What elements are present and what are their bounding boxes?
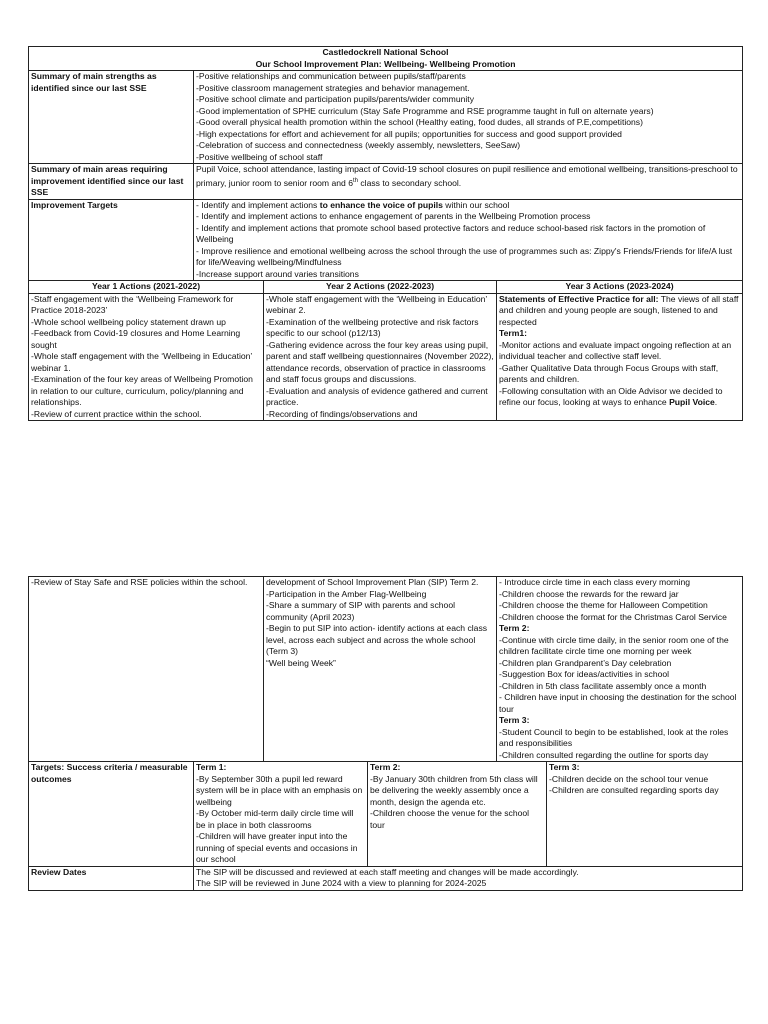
list-item: -Continue with circle time daily, in the senior room one of the children facilitate circle time one morning per week — [499, 634, 729, 656]
year3-actions-continued — [497, 577, 743, 762]
term-heading: Term 3: — [549, 762, 580, 772]
review-dates-text — [194, 866, 743, 890]
plan-title: Our School Improvement Plan: Wellbeing- Wellbeing Promotion — [255, 58, 516, 69]
review-dates-label: Review Dates — [29, 866, 194, 890]
list-item: -Celebration of success and connectedness (weekly assembly, newsletters, SeeSaw) — [196, 140, 521, 150]
list-item: -Children choose the venue for the school tour — [370, 808, 530, 830]
continued-actions-row — [29, 577, 743, 762]
list-item: -Evaluation and analysis of evidence gathered and current practice. — [266, 385, 488, 407]
list-item: -Monitor actions and evaluate impact ongoing reflection at an individual teacher and collective staff level. — [499, 339, 732, 361]
improvement-targets-label: Improvement Targets — [29, 199, 194, 281]
year2-header: Year 2 Actions (2022-2023) — [264, 281, 497, 294]
list-item: The SIP will be reviewed in June 2024 with a view to planning for 2024-2025 — [196, 878, 487, 888]
list-item: -Begin to put SIP into action- identify actions at each class level, across each subject and across the whole school (Term 3) — [266, 623, 488, 656]
list-item: The SIP will be discussed and reviewed at each staff meeting and changes will be made accordingly. — [196, 866, 579, 877]
list-item: -Following consultation with an Oide Advisor we decided to refine our focus, looking at ways to enhance Pupil Voice. — [499, 385, 723, 407]
list-item: -Good implementation of SPHE curriculum (Stay Safe Programme and RSE programme taught in full on alternate years) — [196, 105, 654, 116]
list-item: -Recording of findings/observations and — [266, 408, 418, 419]
school-name: Castledockrell National School — [322, 47, 449, 57]
success-term1 — [194, 762, 368, 867]
success-criteria-row — [29, 762, 743, 867]
list-item: -By September 30th a pupil led reward system will be in place with an emphasis on wellbeing — [196, 773, 363, 807]
list-item: development of School Improvement Plan (SIP) Term 2. — [266, 577, 479, 587]
list-item: -Children choose the theme for Halloween Competition — [499, 600, 708, 610]
year3-actions — [497, 293, 743, 421]
list-item: -By January 30th children from 5th class will be delivering the weekly assembly once a month, design the agenda etc. — [370, 773, 538, 807]
list-item: - Improve resilience and emotional wellbeing across the school through the use of programmes such as: Zippy's Friends/Friends for life/A lust for life/Weaving wellbeing/Mindfulness — [196, 245, 733, 267]
success-criteria-label: Targets: Success criteria / measurable outcomes — [29, 762, 194, 867]
strengths-row — [29, 71, 743, 164]
list-item: -Positive wellbeing of school staff — [196, 151, 323, 162]
success-term3 — [547, 762, 743, 867]
improvement-areas-text: Pupil Voice, school attendance, lasting impact of Covid-19 school closures on pupil resilience and emotional wellbeing, transitions-preschool to primary, junior room to senior room and 6th class to secondary school. — [194, 164, 743, 200]
review-dates-row — [29, 866, 743, 890]
year2-actions — [264, 293, 497, 421]
list-item: -Children choose the rewards for the reward jar — [499, 588, 679, 599]
list-item: -Review of Stay Safe and RSE policies within the school. — [31, 577, 248, 587]
term-heading: Term 1: — [196, 762, 227, 772]
list-item: -Children in 5th class facilitate assembly once a month — [499, 680, 707, 691]
plan-header — [29, 47, 743, 71]
list-item: -Review of current practice within the school. — [31, 408, 202, 419]
year1-header: Year 1 Actions (2021-2022) — [29, 281, 264, 294]
list-item: Statements of Effective Practice for all: The views of all staff and children and young people are sough, listened to and respected — [499, 293, 739, 327]
improvement-plan-table-part2 — [28, 576, 743, 891]
list-item: - Children have input in choosing the destination for the school tour — [499, 692, 737, 714]
year1-actions-continued — [29, 577, 264, 762]
year3-header: Year 3 Actions (2023-2024) — [497, 281, 743, 294]
list-item: - Identify and implement actions that promote school based protective factors and reduce school-based risk factors in the promotion of Wellbeing — [196, 222, 706, 244]
list-item: -Whole staff engagement with the ‘Wellbeing in Education’ webinar 2. — [266, 293, 488, 315]
year-headers-row — [29, 281, 743, 294]
list-item: -High expectations for effort and achievement for all pupils; opportunities for success and good support provided — [196, 128, 622, 139]
strengths-label: Summary of main strengths as identified since our last SSE — [29, 71, 194, 164]
list-item: -Positive classroom management strategies and behavior management. — [196, 82, 470, 93]
improvement-targets-row — [29, 199, 743, 281]
plan-header-row — [29, 47, 743, 71]
list-item: -Feedback from Covid-19 closures and Home Learning sought — [31, 328, 241, 350]
year2-actions-continued — [264, 577, 497, 762]
list-item: -Staff engagement with the ‘Wellbeing Framework for Practice 2018-2023’ — [31, 293, 234, 315]
list-item: - Introduce circle time in each class every morning — [499, 577, 691, 587]
list-item: - Identify and implement actions to enhance the voice of pupils within our school — [196, 199, 510, 210]
list-item: -Examination of the four key areas of Wellbeing Promotion in relation to our culture, curriculum, policy/planning and relationships. — [31, 374, 253, 407]
success-term2 — [368, 762, 547, 867]
term-heading: Term 2: — [499, 623, 530, 633]
list-item: -Student Council to begin to be established, look at the roles and responsibilities — [499, 726, 729, 748]
improvement-targets-list — [194, 199, 743, 281]
list-item: -Increase support around varies transitions — [196, 268, 359, 279]
list-item: -Positive relationships and communication between pupils/staff/parents — [196, 71, 466, 81]
list-item: -Examination of the wellbeing protective and risk factors specific to our school (p12/13) — [266, 316, 479, 338]
list-item: -Children choose the format for the Christmas Carol Service — [499, 611, 727, 622]
improvement-areas-row — [29, 164, 743, 200]
list-item: -Share a summary of SIP with parents and school community (April 2023) — [266, 600, 456, 622]
list-item: -Gather Qualitative Data through Focus Groups with staff, parents and children. — [499, 362, 719, 384]
list-item: -Children decide on the school tour venue — [549, 773, 709, 784]
list-item: -Gathering evidence across the four key areas using pupil, parent and staff wellbeing questionnaires (November 2022), attendance records, observation of practice in classrooms and staff focus groups and discussions. — [266, 339, 494, 384]
list-item: -Children plan Grandparent’s Day celebration — [499, 657, 672, 668]
list-item: -Good overall physical health promotion within the school (Healthy eating, food dudes, all strands of P.E,competitions) — [196, 117, 643, 127]
list-item: -Suggestion Box for ideas/activities in school — [499, 669, 670, 679]
term-heading: Term1: — [499, 328, 528, 338]
list-item: -Positive school climate and participation pupils/parents/wider community — [196, 94, 474, 104]
strengths-list — [194, 71, 743, 164]
list-item: -By October mid-term daily circle time will be in place in both classrooms — [196, 808, 354, 830]
list-item: - Identify and implement actions to enhance engagement of parents in the Wellbeing Promotion process — [196, 211, 591, 221]
year-actions-row — [29, 293, 743, 421]
list-item: -Whole staff engagement with the ‘Wellbeing in Education’ webinar 1. — [31, 351, 253, 373]
list-item: “Well being Week” — [266, 657, 336, 668]
list-item: -Children will have greater input into the running of special events and occasions in our school — [196, 831, 358, 864]
list-item: -Participation in the Amber Flag-Wellbeing — [266, 588, 427, 599]
list-item: -Children consulted regarding the outline for sports day — [499, 749, 709, 760]
year1-actions — [29, 293, 264, 421]
term-heading: Term 3: — [499, 715, 530, 725]
list-item: -Children are consulted regarding sports day — [549, 785, 719, 795]
improvement-plan-table-part1 — [28, 46, 743, 421]
list-item: -Whole school wellbeing policy statement drawn up — [31, 316, 226, 327]
improvement-areas-label: Summary of main areas requiring improvement identified since our last SSE — [29, 164, 194, 200]
term-heading: Term 2: — [370, 762, 401, 772]
